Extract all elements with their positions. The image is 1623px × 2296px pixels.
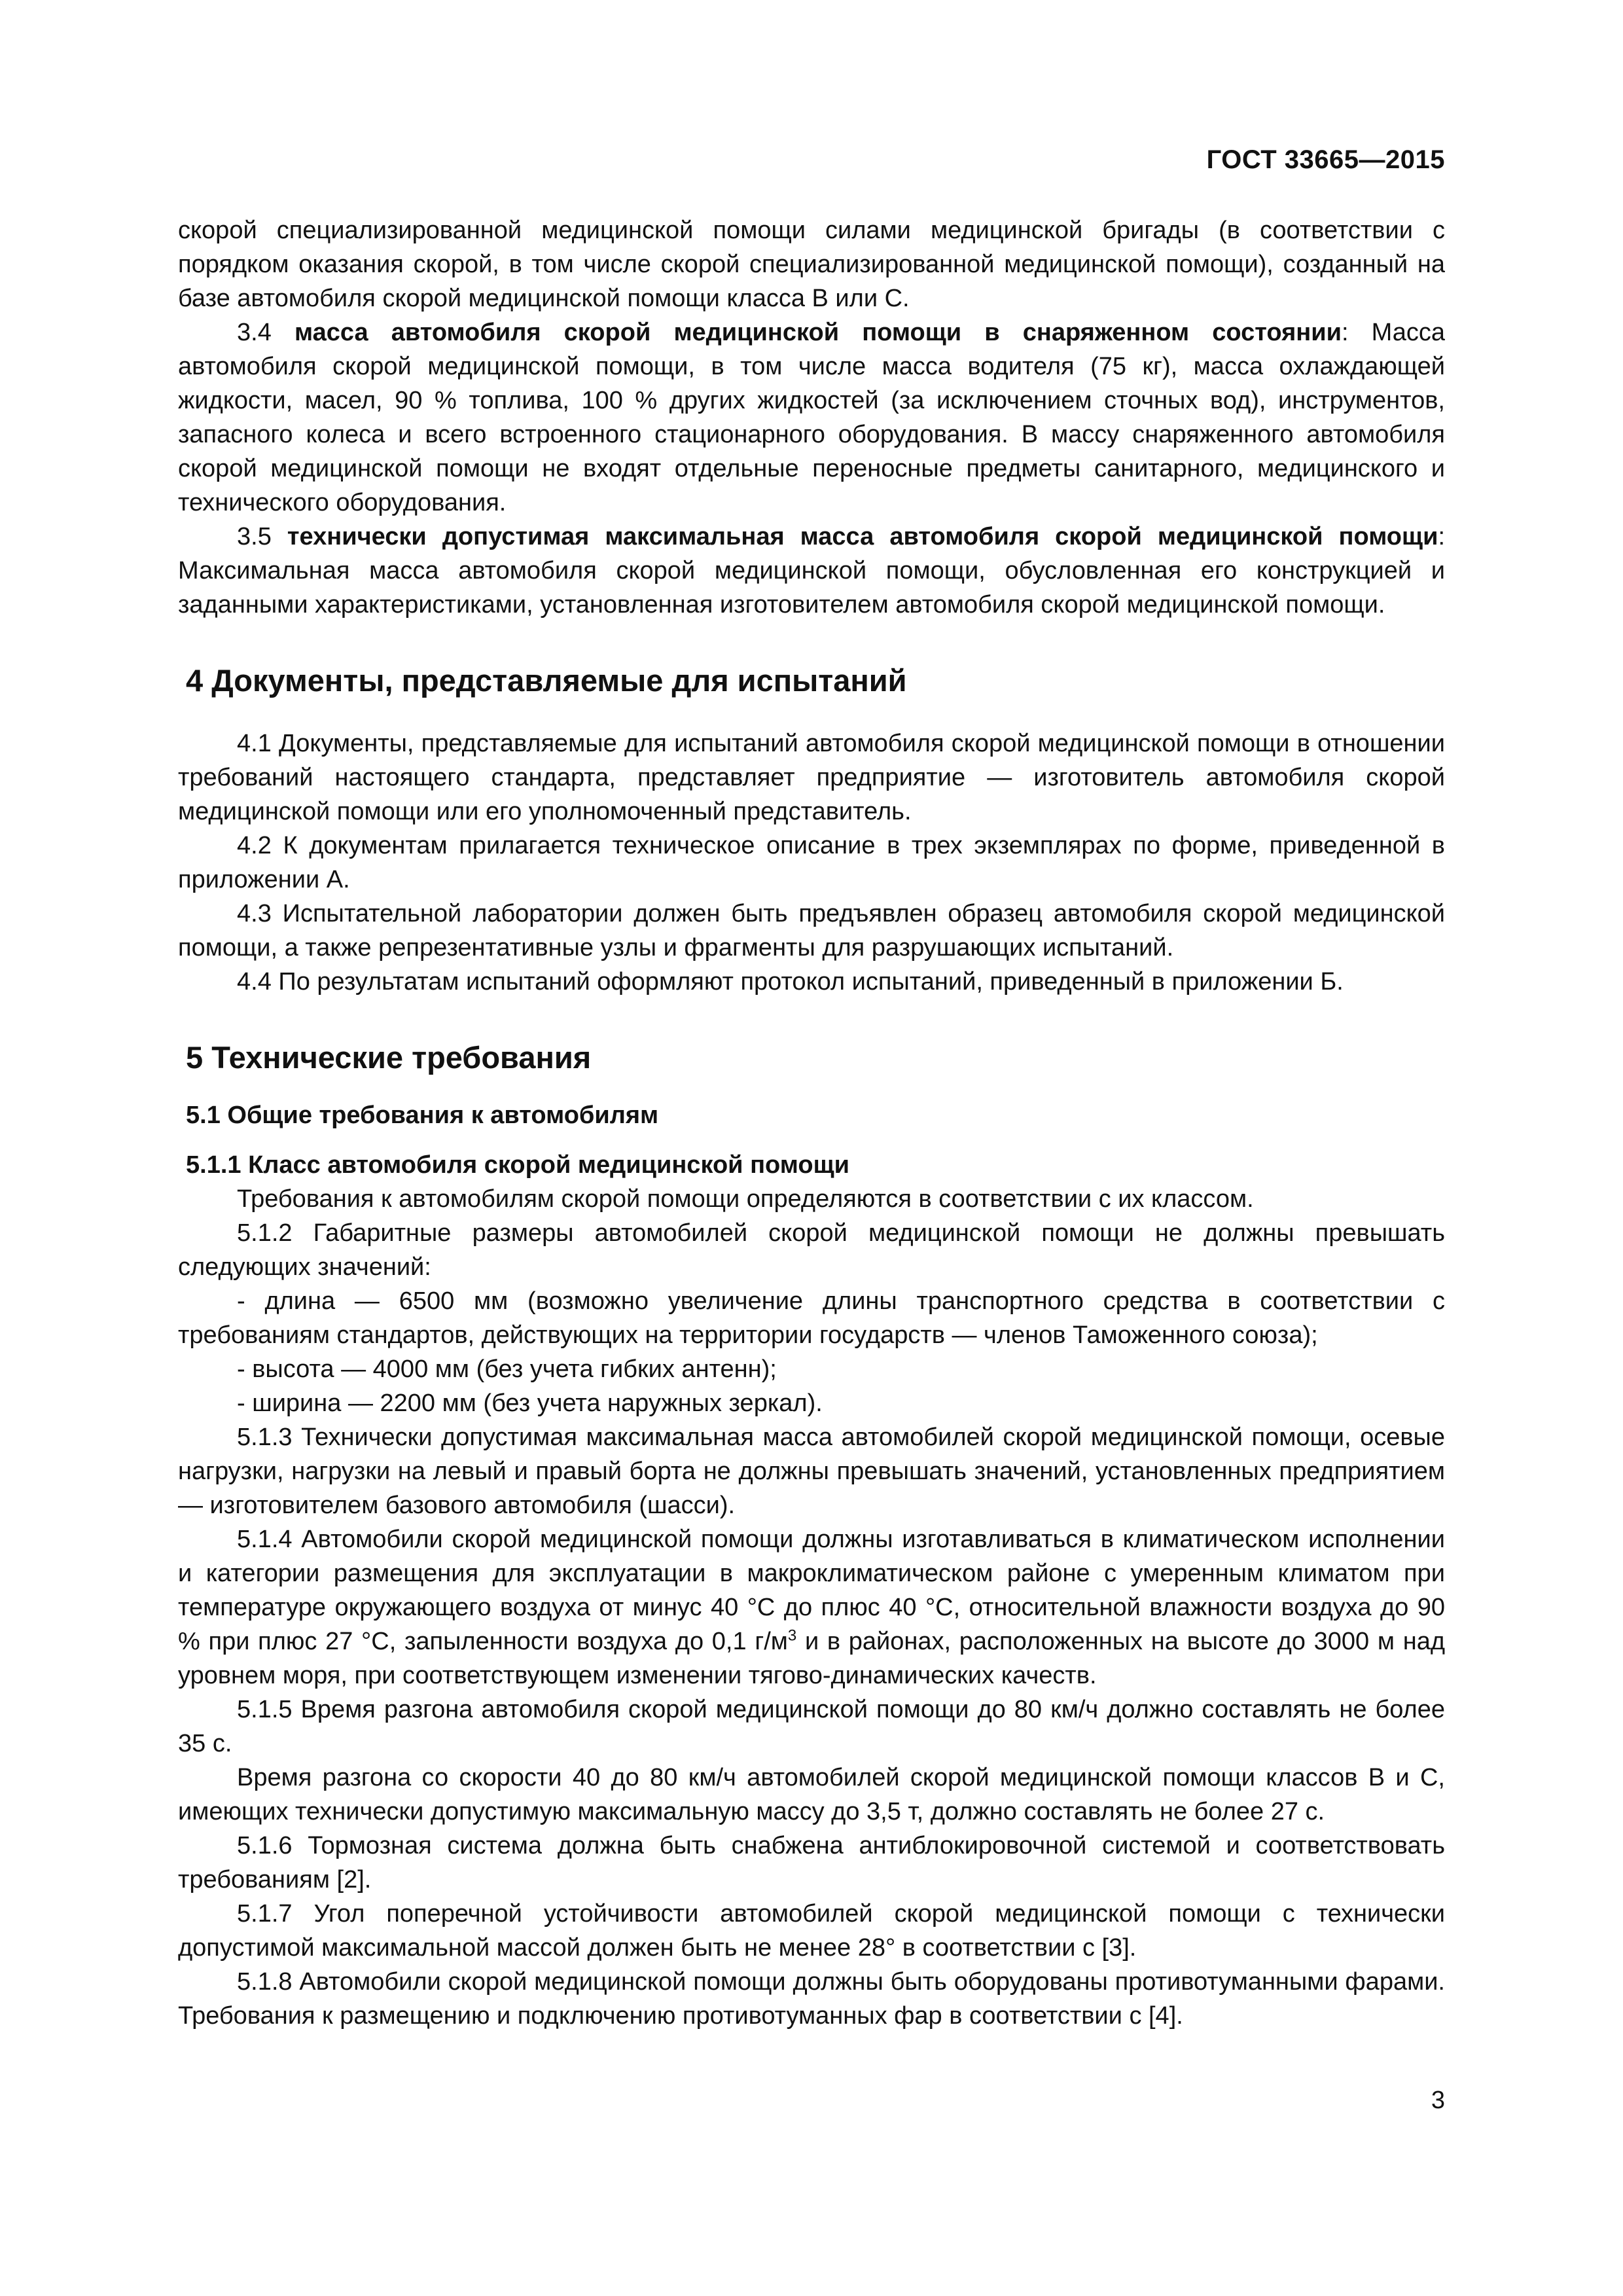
paragraph-5-1-7: 5.1.7 Угол поперечной устойчивости автомобилей скорой медицинской помощи с технически допустимой максимальной массой должен быть не менее 28° в соответствии с [3].	[178, 1900, 1445, 1962]
term-bold: масса автомобиля скорой медицинской помощи в снаряженном состоянии	[294, 319, 1342, 346]
paragraph-5-1-6: 5.1.6 Тормозная система должна быть снабжена антиблокировочной системой и соответствовать требованиям [2].	[178, 1832, 1445, 1893]
paragraph-3-5	[178, 520, 1445, 622]
list-item-width: - ширина — 2200 мм (без учета наружных зеркал).	[237, 1390, 823, 1417]
paragraph-5-1-4	[178, 1522, 1445, 1693]
paragraph-5-1-3: 5.1.3 Технически допустимая максимальная масса автомобилей скорой медицинской помощи, осевые нагрузки, нагрузки на левый и правый борта не должны превышать значений, установленных предприятием — изготовителем базового автомобиля (шасси).	[178, 1424, 1445, 1519]
list-item-height: - высота — 4000 мм (без учета гибких антенн);	[237, 1355, 777, 1383]
paragraph-5-1-2: 5.1.2 Габаритные размеры автомобилей скорой медицинской помощи не должны превышать следующих значений:	[178, 1219, 1445, 1281]
document-body	[178, 213, 1445, 2033]
paragraph-4-3: 4.3 Испытательной лаборатории должен быть предъявлен образец автомобиля скорой медицинской помощи, а также репрезентативные узлы и фрагменты для разрушающих испытаний.	[178, 900, 1445, 961]
paragraph-5-1-8: 5.1.8 Автомобили скорой медицинской помощи должны быть оборудованы противотуманными фарами. Требования к размещению и подключению противотуманных фар в соответствии с [4].	[178, 1968, 1445, 2030]
page-number: 3	[1431, 2087, 1445, 2114]
term-bold: технически допустимая максимальная масса автомобиля скорой медицинской помощи	[287, 523, 1438, 550]
list-item-length: - длина — 6500 мм (возможно увеличение длины транспортного средства в соответствии с требованиям стандартов, действующих на территории государств — членов Таможенного союза);	[178, 1287, 1445, 1349]
section-5-title: 5 Технические требования	[186, 1040, 592, 1075]
document-code-header: ГОСТ 33665—2015	[1206, 145, 1445, 174]
clause-number: 3.5	[237, 523, 272, 550]
paragraph-5-1-4-text-a: 5.1.4 Автомобили скорой медицинской помощи должны изготавливаться в климатическом исполнении и категории размещения для эксплуатации в макроклиматическом районе с умеренным климатом при температуре окружающего воздуха от минус 40 °С до плюс 40 °С, относительной влажности воздуха до 90 % при плюс 27 °С, запыленности воздуха до 0,1 г/м	[178, 1526, 1445, 1655]
paragraph-3-3-continuation: скорой специализированной медицинской помощи силами медицинской бригады (в соответствии с порядком оказания скорой, в том числе скорой специализированной медицинской помощи), созданный на базе автомобиля скорой медицинской помощи класса В или С.	[178, 217, 1445, 312]
paragraph-3-4	[178, 315, 1445, 520]
paragraph-5-1-5-continuation: Время разгона со скорости 40 до 80 км/ч автомобилей скорой медицинской помощи классов В и С, имеющих технически допустимую максимальную массу до 3,5 т, должно составлять не более 27 с.	[178, 1764, 1445, 1825]
subsection-5-1-1-title: 5.1.1 Класс автомобиля скорой медицинской помощи	[186, 1151, 849, 1179]
term-definition: : Максимальная масса автомобиля скорой медицинской помощи, обусловленная его конструкцией и заданными характеристиками, установленная изготовителем автомобиля скорой медицинской помощи.	[178, 523, 1445, 619]
clause-number: 3.4	[237, 319, 272, 346]
paragraph-4-2: 4.2 К документам прилагается техническое описание в трех экземплярах по форме, приведенной в приложении А.	[178, 832, 1445, 893]
subsection-5-1-title: 5.1 Общие требования к автомобилям	[186, 1102, 659, 1129]
paragraph-5-1-1: Требования к автомобилям скорой помощи определяются в соответствии с их классом.	[237, 1185, 1254, 1213]
term-definition: : Масса автомобиля скорой медицинской помощи, в том числе масса водителя (75 кг), масса охлаждающей жидкости, масел, 90 % топлива, 100 % других жидкостей (за исключением сточных вод), инструментов, запасного колеса и всего встроенного стационарного оборудования. В массу снаряженного автомобиля скорой медицинской помощи не входят отдельные переносные предметы санитарного, медицинского и технического оборудования.	[178, 319, 1446, 516]
paragraph-4-4: 4.4 По результатам испытаний оформляют протокол испытаний, приведенный в приложении Б.	[237, 968, 1344, 996]
superscript-cube: 3	[787, 1626, 797, 1645]
paragraph-5-1-4-text-b: и в районах, расположенных на высоте до 3000 м над уровнем моря, при соответствующем изменении тягово-динамических качеств.	[178, 1628, 1445, 1689]
paragraph-5-1-5: 5.1.5 Время разгона автомобиля скорой медицинской помощи до 80 км/ч должно составлять не более 35 с.	[178, 1696, 1445, 1757]
section-4-title: 4 Документы, представляемые для испытаний	[186, 663, 907, 698]
paragraph-4-1: 4.1 Документы, представляемые для испытаний автомобиля скорой медицинской помощи в отношении требований настоящего стандарта, представляет предприятие — изготовитель автомобиля скорой медицинской помощи или его уполномоченный представитель.	[178, 730, 1445, 825]
